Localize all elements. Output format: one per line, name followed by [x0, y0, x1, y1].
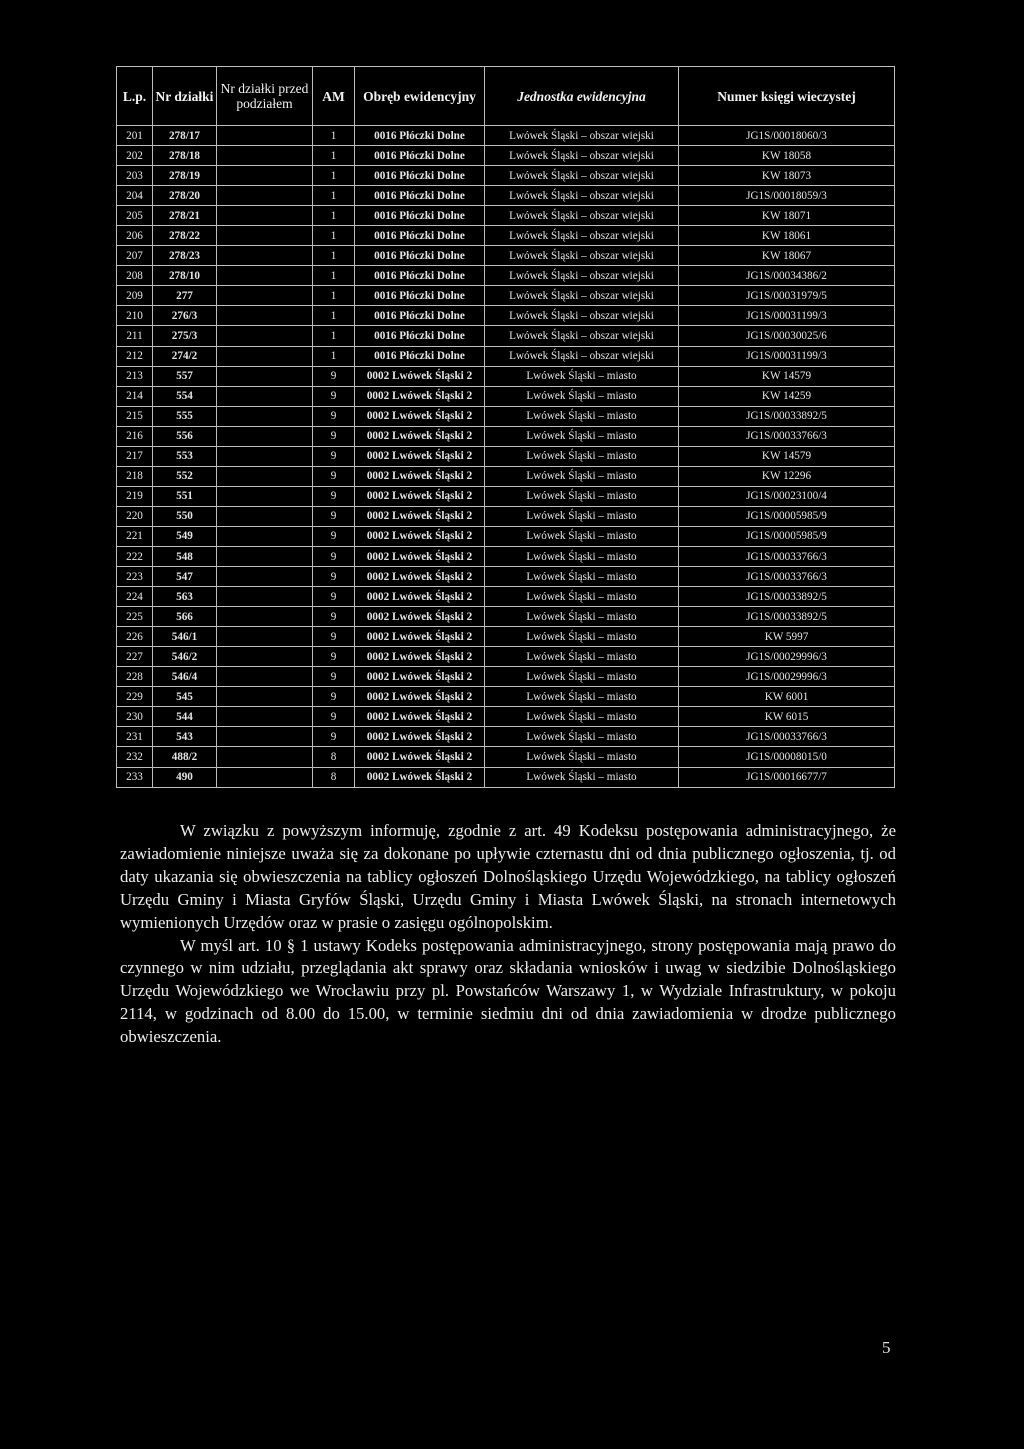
table-row [117, 426, 895, 446]
table-row [117, 386, 895, 406]
row-am-cell: 1 [313, 346, 355, 366]
row-cadastral-district-cell: 0002 Lwówek Śląski 2 [355, 587, 485, 607]
row-cadastral-district-cell: 0002 Lwówek Śląski 2 [355, 486, 485, 506]
row-cadastral-unit-cell: Lwówek Śląski – obszar wiejski [485, 166, 679, 186]
row-lp-cell: 220 [117, 506, 153, 526]
row-cadastral-district-cell: 0016 Płóczki Dolne [355, 306, 485, 326]
row-parcel-number-cell: 546/4 [153, 667, 217, 687]
row-lp-cell: 233 [117, 767, 153, 787]
row-land-register-number-cell: KW 18061 [679, 226, 895, 246]
table-row [117, 506, 895, 526]
row-am-cell: 1 [313, 326, 355, 346]
row-am-cell: 9 [313, 587, 355, 607]
header-cadastral-district: Obręb ewidencyjny [355, 67, 485, 126]
header-lp: L.p. [117, 67, 153, 126]
row-cadastral-district-cell: 0002 Lwówek Śląski 2 [355, 647, 485, 667]
row-parcel-before-division-cell [217, 306, 313, 326]
parcel-table [116, 66, 895, 788]
row-parcel-number-cell: 546/2 [153, 647, 217, 667]
row-am-cell: 8 [313, 767, 355, 787]
row-am-cell: 9 [313, 707, 355, 727]
row-cadastral-unit-cell: Lwówek Śląski – obszar wiejski [485, 226, 679, 246]
row-am-cell: 9 [313, 506, 355, 526]
row-parcel-number-cell: 546/1 [153, 627, 217, 647]
row-land-register-number-cell: JG1S/00033766/3 [679, 567, 895, 587]
row-parcel-number-cell: 274/2 [153, 346, 217, 366]
row-cadastral-district-cell: 0016 Płóczki Dolne [355, 246, 485, 266]
row-parcel-before-division-cell [217, 286, 313, 306]
row-cadastral-district-cell: 0002 Lwówek Śląski 2 [355, 727, 485, 747]
row-lp-cell: 208 [117, 266, 153, 286]
row-land-register-number-cell: JG1S/00033766/3 [679, 546, 895, 566]
table-row [117, 466, 895, 486]
row-land-register-number-cell: JG1S/00029996/3 [679, 647, 895, 667]
row-am-cell: 9 [313, 607, 355, 627]
table-row [117, 306, 895, 326]
row-parcel-before-division-cell [217, 226, 313, 246]
row-land-register-number-cell: JG1S/00033892/5 [679, 607, 895, 627]
row-am-cell: 9 [313, 386, 355, 406]
row-lp-cell: 219 [117, 486, 153, 506]
row-land-register-number-cell: KW 14579 [679, 366, 895, 386]
row-parcel-before-division-cell [217, 707, 313, 727]
row-cadastral-unit-cell: Lwówek Śląski – obszar wiejski [485, 246, 679, 266]
row-am-cell: 1 [313, 206, 355, 226]
row-land-register-number-cell: JG1S/00034386/2 [679, 266, 895, 286]
row-lp-cell: 217 [117, 446, 153, 466]
row-lp-cell: 230 [117, 707, 153, 727]
row-parcel-number-cell: 278/10 [153, 266, 217, 286]
row-land-register-number-cell: KW 14579 [679, 446, 895, 466]
row-cadastral-district-cell: 0002 Lwówek Śląski 2 [355, 546, 485, 566]
row-parcel-number-cell: 549 [153, 526, 217, 546]
row-cadastral-district-cell: 0016 Płóczki Dolne [355, 126, 485, 146]
row-lp-cell: 212 [117, 346, 153, 366]
row-land-register-number-cell: JG1S/00023100/4 [679, 486, 895, 506]
row-cadastral-unit-cell: Lwówek Śląski – obszar wiejski [485, 206, 679, 226]
table-row [117, 546, 895, 566]
row-lp-cell: 201 [117, 126, 153, 146]
row-parcel-before-division-cell [217, 426, 313, 446]
table-row [117, 226, 895, 246]
notice-body [120, 820, 896, 1049]
row-cadastral-unit-cell: Lwówek Śląski – miasto [485, 546, 679, 566]
row-parcel-number-cell: 278/21 [153, 206, 217, 226]
row-parcel-number-cell: 556 [153, 426, 217, 446]
row-cadastral-district-cell: 0002 Lwówek Śląski 2 [355, 747, 485, 767]
row-parcel-before-division-cell [217, 246, 313, 266]
row-cadastral-district-cell: 0002 Lwówek Śląski 2 [355, 767, 485, 787]
row-parcel-number-cell: 545 [153, 687, 217, 707]
row-am-cell: 9 [313, 426, 355, 446]
table-row [117, 567, 895, 587]
row-parcel-before-division-cell [217, 747, 313, 767]
row-parcel-before-division-cell [217, 607, 313, 627]
row-parcel-before-division-cell [217, 627, 313, 647]
table-row [117, 667, 895, 687]
row-lp-cell: 204 [117, 186, 153, 206]
row-lp-cell: 203 [117, 166, 153, 186]
row-am-cell: 1 [313, 226, 355, 246]
table-row [117, 647, 895, 667]
row-cadastral-unit-cell: Lwówek Śląski – miasto [485, 747, 679, 767]
row-cadastral-district-cell: 0002 Lwówek Śląski 2 [355, 506, 485, 526]
row-cadastral-unit-cell: Lwówek Śląski – miasto [485, 767, 679, 787]
row-lp-cell: 223 [117, 567, 153, 587]
table-row [117, 346, 895, 366]
row-parcel-before-division-cell [217, 126, 313, 146]
row-parcel-before-division-cell [217, 326, 313, 346]
row-parcel-before-division-cell [217, 206, 313, 226]
table-row [117, 206, 895, 226]
row-parcel-before-division-cell [217, 667, 313, 687]
row-am-cell: 1 [313, 146, 355, 166]
row-cadastral-district-cell: 0002 Lwówek Śląski 2 [355, 707, 485, 727]
row-parcel-number-cell: 276/3 [153, 306, 217, 326]
row-am-cell: 9 [313, 667, 355, 687]
row-am-cell: 1 [313, 126, 355, 146]
row-cadastral-unit-cell: Lwówek Śląski – miasto [485, 727, 679, 747]
row-am-cell: 1 [313, 306, 355, 326]
row-land-register-number-cell: KW 14259 [679, 386, 895, 406]
row-parcel-number-cell: 275/3 [153, 326, 217, 346]
row-parcel-number-cell: 278/17 [153, 126, 217, 146]
row-lp-cell: 226 [117, 627, 153, 647]
row-lp-cell: 232 [117, 747, 153, 767]
row-am-cell: 9 [313, 486, 355, 506]
row-cadastral-unit-cell: Lwówek Śląski – miasto [485, 466, 679, 486]
row-parcel-number-cell: 554 [153, 386, 217, 406]
row-parcel-before-division-cell [217, 166, 313, 186]
row-land-register-number-cell: JG1S/00033892/5 [679, 587, 895, 607]
row-lp-cell: 210 [117, 306, 153, 326]
parcel-table-container [116, 66, 894, 788]
table-row [117, 687, 895, 707]
row-am-cell: 9 [313, 546, 355, 566]
row-parcel-number-cell: 557 [153, 366, 217, 386]
row-land-register-number-cell: KW 12296 [679, 466, 895, 486]
row-lp-cell: 222 [117, 546, 153, 566]
row-lp-cell: 214 [117, 386, 153, 406]
table-row [117, 146, 895, 166]
row-land-register-number-cell: KW 5997 [679, 627, 895, 647]
row-cadastral-unit-cell: Lwówek Śląski – miasto [485, 707, 679, 727]
row-cadastral-district-cell: 0002 Lwówek Śląski 2 [355, 406, 485, 426]
row-cadastral-district-cell: 0002 Lwówek Śląski 2 [355, 667, 485, 687]
row-parcel-number-cell: 278/20 [153, 186, 217, 206]
row-cadastral-district-cell: 0016 Płóczki Dolne [355, 146, 485, 166]
row-am-cell: 9 [313, 526, 355, 546]
row-cadastral-district-cell: 0002 Lwówek Śląski 2 [355, 627, 485, 647]
row-land-register-number-cell: KW 6015 [679, 707, 895, 727]
row-parcel-number-cell: 566 [153, 607, 217, 627]
row-cadastral-unit-cell: Lwówek Śląski – miasto [485, 526, 679, 546]
row-parcel-number-cell: 547 [153, 567, 217, 587]
row-parcel-number-cell: 543 [153, 727, 217, 747]
row-cadastral-district-cell: 0016 Płóczki Dolne [355, 166, 485, 186]
row-am-cell: 9 [313, 647, 355, 667]
row-cadastral-district-cell: 0016 Płóczki Dolne [355, 226, 485, 246]
row-cadastral-unit-cell: Lwówek Śląski – obszar wiejski [485, 286, 679, 306]
table-row [117, 526, 895, 546]
row-parcel-number-cell: 563 [153, 587, 217, 607]
row-cadastral-unit-cell: Lwówek Śląski – miasto [485, 426, 679, 446]
table-row [117, 607, 895, 627]
row-parcel-number-cell: 277 [153, 286, 217, 306]
notice-paragraph-1: W związku z powyższym informuję, zgodnie z art. 49 Kodeksu postępowania administracyjnego, że zawiadomienie niniejsze uważa się za dokonane po upływie czternastu dni od dnia publicznego ogłoszenia, tj. od daty ukazania się obwieszczenia na tablicy ogłoszeń Dolnośląskiego Urzędu Wojewódzkiego, na tablicy ogłoszeń Urzędu Gminy i Miasta Gryfów Śląski, Urzędu Gminy i Miasta Lwówek Śląski, na stronach internetowych wymienionych Urzędów oraz w prasie o zasięgu ogólnopolskim. [120, 821, 896, 932]
row-parcel-number-cell: 555 [153, 406, 217, 426]
table-row [117, 326, 895, 346]
row-lp-cell: 221 [117, 526, 153, 546]
row-land-register-number-cell: JG1S/00033766/3 [679, 727, 895, 747]
row-cadastral-unit-cell: Lwówek Śląski – obszar wiejski [485, 326, 679, 346]
row-am-cell: 9 [313, 466, 355, 486]
table-row [117, 186, 895, 206]
row-cadastral-district-cell: 0002 Lwówek Śląski 2 [355, 386, 485, 406]
row-cadastral-unit-cell: Lwówek Śląski – obszar wiejski [485, 146, 679, 166]
row-parcel-number-cell: 552 [153, 466, 217, 486]
row-am-cell: 9 [313, 727, 355, 747]
row-cadastral-unit-cell: Lwówek Śląski – miasto [485, 667, 679, 687]
row-am-cell: 1 [313, 166, 355, 186]
row-am-cell: 1 [313, 186, 355, 206]
table-row [117, 446, 895, 466]
row-lp-cell: 202 [117, 146, 153, 166]
row-am-cell: 9 [313, 406, 355, 426]
row-am-cell: 9 [313, 627, 355, 647]
row-cadastral-district-cell: 0016 Płóczki Dolne [355, 346, 485, 366]
row-lp-cell: 227 [117, 647, 153, 667]
table-row [117, 246, 895, 266]
table-row [117, 627, 895, 647]
row-cadastral-unit-cell: Lwówek Śląski – miasto [485, 687, 679, 707]
row-lp-cell: 231 [117, 727, 153, 747]
row-cadastral-district-cell: 0002 Lwówek Śląski 2 [355, 426, 485, 446]
row-land-register-number-cell: JG1S/00005985/9 [679, 506, 895, 526]
page-number: 5 [882, 1338, 891, 1357]
row-parcel-before-division-cell [217, 647, 313, 667]
row-parcel-number-cell: 490 [153, 767, 217, 787]
row-land-register-number-cell: JG1S/00033892/5 [679, 406, 895, 426]
row-cadastral-district-cell: 0002 Lwówek Śląski 2 [355, 687, 485, 707]
row-land-register-number-cell: JG1S/00030025/6 [679, 326, 895, 346]
row-lp-cell: 209 [117, 286, 153, 306]
table-row [117, 166, 895, 186]
row-cadastral-district-cell: 0002 Lwówek Śląski 2 [355, 607, 485, 627]
row-lp-cell: 218 [117, 466, 153, 486]
row-cadastral-district-cell: 0002 Lwówek Śląski 2 [355, 366, 485, 386]
row-cadastral-unit-cell: Lwówek Śląski – miasto [485, 627, 679, 647]
row-parcel-before-division-cell [217, 546, 313, 566]
row-land-register-number-cell: KW 18073 [679, 166, 895, 186]
row-lp-cell: 206 [117, 226, 153, 246]
table-row [117, 286, 895, 306]
row-parcel-before-division-cell [217, 506, 313, 526]
header-am: AM [313, 67, 355, 126]
table-body [117, 126, 895, 788]
row-land-register-number-cell: JG1S/00018060/3 [679, 126, 895, 146]
row-cadastral-unit-cell: Lwówek Śląski – miasto [485, 386, 679, 406]
row-parcel-before-division-cell [217, 406, 313, 426]
row-parcel-number-cell: 278/22 [153, 226, 217, 246]
row-lp-cell: 211 [117, 326, 153, 346]
row-parcel-before-division-cell [217, 687, 313, 707]
row-lp-cell: 207 [117, 246, 153, 266]
row-am-cell: 9 [313, 567, 355, 587]
row-lp-cell: 216 [117, 426, 153, 446]
table-row [117, 126, 895, 146]
row-land-register-number-cell: KW 18058 [679, 146, 895, 166]
row-lp-cell: 205 [117, 206, 153, 226]
row-parcel-before-division-cell [217, 727, 313, 747]
row-lp-cell: 229 [117, 687, 153, 707]
row-cadastral-unit-cell: Lwówek Śląski – miasto [485, 446, 679, 466]
row-cadastral-unit-cell: Lwówek Śląski – miasto [485, 607, 679, 627]
row-cadastral-unit-cell: Lwówek Śląski – miasto [485, 506, 679, 526]
table-header-row [117, 67, 895, 126]
row-cadastral-district-cell: 0016 Płóczki Dolne [355, 266, 485, 286]
row-land-register-number-cell: JG1S/00033766/3 [679, 426, 895, 446]
table-row [117, 767, 895, 787]
row-parcel-number-cell: 278/23 [153, 246, 217, 266]
row-cadastral-unit-cell: Lwówek Śląski – miasto [485, 647, 679, 667]
row-am-cell: 9 [313, 687, 355, 707]
row-parcel-number-cell: 488/2 [153, 747, 217, 767]
row-land-register-number-cell: JG1S/00031199/3 [679, 346, 895, 366]
row-land-register-number-cell: JG1S/00018059/3 [679, 186, 895, 206]
row-parcel-before-division-cell [217, 186, 313, 206]
row-parcel-before-division-cell [217, 386, 313, 406]
table-row [117, 707, 895, 727]
row-parcel-before-division-cell [217, 486, 313, 506]
row-cadastral-unit-cell: Lwówek Śląski – obszar wiejski [485, 186, 679, 206]
row-parcel-before-division-cell [217, 446, 313, 466]
row-am-cell: 9 [313, 446, 355, 466]
row-cadastral-district-cell: 0002 Lwówek Śląski 2 [355, 466, 485, 486]
row-land-register-number-cell: JG1S/00029996/3 [679, 667, 895, 687]
row-am-cell: 1 [313, 246, 355, 266]
row-cadastral-unit-cell: Lwówek Śląski – miasto [485, 567, 679, 587]
header-parcel-before-division: Nr działki przed podziałem [217, 67, 313, 126]
row-parcel-number-cell: 278/18 [153, 146, 217, 166]
row-cadastral-unit-cell: Lwówek Śląski – obszar wiejski [485, 346, 679, 366]
row-parcel-number-cell: 544 [153, 707, 217, 727]
row-cadastral-unit-cell: Lwówek Śląski – obszar wiejski [485, 126, 679, 146]
table-row [117, 266, 895, 286]
row-lp-cell: 215 [117, 406, 153, 426]
table-row [117, 486, 895, 506]
row-cadastral-district-cell: 0002 Lwówek Śląski 2 [355, 446, 485, 466]
table-row [117, 727, 895, 747]
row-am-cell: 9 [313, 366, 355, 386]
row-land-register-number-cell: JG1S/00008015/0 [679, 747, 895, 767]
notice-paragraph-2: W myśl art. 10 § 1 ustawy Kodeks postępowania administracyjnego, strony postępowania mają prawo do czynnego w nim udziału, przeglądania akt sprawy oraz składania wniosków i uwag w siedzibie Dolnośląskiego Urzędu Wojewódzkiego we Wrocławiu przy pl. Powstańców Warszawy 1, w Wydziale Infrastruktury, w pokoju 2114, w godzinach od 8.00 do 15.00, w terminie siedmiu dni od dnia zawiadomienia w drodze publicznego obwieszczenia. [120, 935, 896, 1047]
row-parcel-before-division-cell [217, 526, 313, 546]
row-parcel-number-cell: 278/19 [153, 166, 217, 186]
row-land-register-number-cell: JG1S/00005985/9 [679, 526, 895, 546]
row-parcel-before-division-cell [217, 567, 313, 587]
row-cadastral-unit-cell: Lwówek Śląski – obszar wiejski [485, 266, 679, 286]
row-am-cell: 1 [313, 266, 355, 286]
row-land-register-number-cell: KW 6001 [679, 687, 895, 707]
row-land-register-number-cell: JG1S/00031979/5 [679, 286, 895, 306]
row-lp-cell: 213 [117, 366, 153, 386]
row-parcel-before-division-cell [217, 346, 313, 366]
row-cadastral-district-cell: 0016 Płóczki Dolne [355, 286, 485, 306]
row-land-register-number-cell: KW 18071 [679, 206, 895, 226]
row-am-cell: 1 [313, 286, 355, 306]
row-cadastral-unit-cell: Lwówek Śląski – miasto [485, 587, 679, 607]
header-land-register-number: Numer księgi wieczystej [679, 67, 895, 126]
row-land-register-number-cell: JG1S/00031199/3 [679, 306, 895, 326]
row-cadastral-unit-cell: Lwówek Śląski – miasto [485, 406, 679, 426]
row-parcel-before-division-cell [217, 767, 313, 787]
row-am-cell: 8 [313, 747, 355, 767]
row-parcel-before-division-cell [217, 587, 313, 607]
row-lp-cell: 225 [117, 607, 153, 627]
table-row [117, 366, 895, 386]
row-parcel-before-division-cell [217, 146, 313, 166]
table-row [117, 747, 895, 767]
row-parcel-number-cell: 551 [153, 486, 217, 506]
row-land-register-number-cell: JG1S/00016677/7 [679, 767, 895, 787]
row-cadastral-unit-cell: Lwówek Śląski – miasto [485, 486, 679, 506]
row-parcel-number-cell: 548 [153, 546, 217, 566]
row-cadastral-district-cell: 0016 Płóczki Dolne [355, 186, 485, 206]
row-lp-cell: 224 [117, 587, 153, 607]
header-parcel-number: Nr działki [153, 67, 217, 126]
row-lp-cell: 228 [117, 667, 153, 687]
row-cadastral-unit-cell: Lwówek Śląski – miasto [485, 366, 679, 386]
row-parcel-before-division-cell [217, 266, 313, 286]
table-row [117, 587, 895, 607]
row-cadastral-district-cell: 0016 Płóczki Dolne [355, 326, 485, 346]
row-parcel-before-division-cell [217, 366, 313, 386]
row-parcel-number-cell: 550 [153, 506, 217, 526]
row-cadastral-district-cell: 0002 Lwówek Śląski 2 [355, 526, 485, 546]
row-parcel-number-cell: 553 [153, 446, 217, 466]
row-land-register-number-cell: KW 18067 [679, 246, 895, 266]
header-cadastral-unit: Jednostka ewidencyjna [485, 67, 679, 126]
table-row [117, 406, 895, 426]
row-cadastral-unit-cell: Lwówek Śląski – obszar wiejski [485, 306, 679, 326]
row-parcel-before-division-cell [217, 466, 313, 486]
row-cadastral-district-cell: 0016 Płóczki Dolne [355, 206, 485, 226]
row-cadastral-district-cell: 0002 Lwówek Śląski 2 [355, 567, 485, 587]
